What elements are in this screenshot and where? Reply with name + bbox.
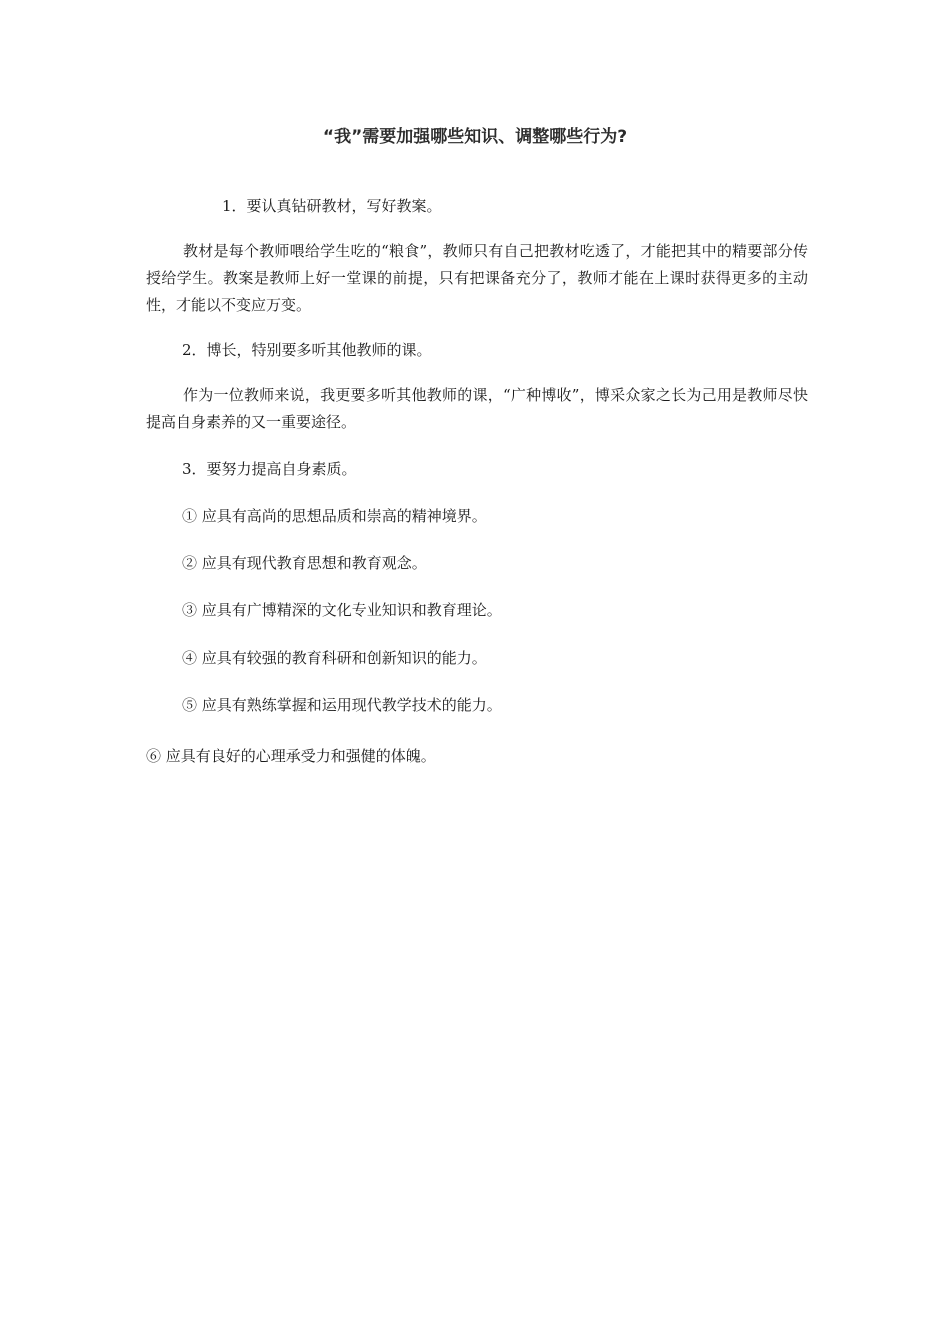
document-title: “我”需要加强哪些知识、调整哪些行为? [322,127,628,147]
list-item-3: ③ 应具有广博精深的文化专业知识和教育理论。 [182,601,502,619]
section-1-body: 教材是每个教师喂给学生吃的“粮食”，教师只有自己把教材吃透了，才能把其中的精要部分传授给学生。教案是教师上好一堂课的前提，只有把课备充分了，教师才能在上课时获得更多的主动性，才能以不变应万变。 [146,242,808,314]
section-2-heading: 2．博长，特别要多听其他教师的课。 [182,341,432,359]
section-2-body: 作为一位教师来说，我更要多听其他教师的课，“广种博收”，博采众家之长为己用是教师尽快提高自身素养的又一重要途径。 [146,386,808,431]
list-item-1: ① 应具有高尚的思想品质和崇高的精神境界。 [182,507,487,525]
list-item-6: ⑥ 应具有良好的心理承受力和强健的体魄。 [146,747,436,765]
list-item-5: ⑤ 应具有熟练掌握和运用现代教学技术的能力。 [182,696,502,714]
list-item-2: ② 应具有现代教育思想和教育观念。 [182,554,427,572]
section-3-heading: 3．要努力提高自身素质。 [182,460,357,478]
section-1-heading: 1．要认真钻研教材，写好教案。 [222,197,442,215]
list-item-4: ④ 应具有较强的教育科研和创新知识的能力。 [182,649,487,667]
